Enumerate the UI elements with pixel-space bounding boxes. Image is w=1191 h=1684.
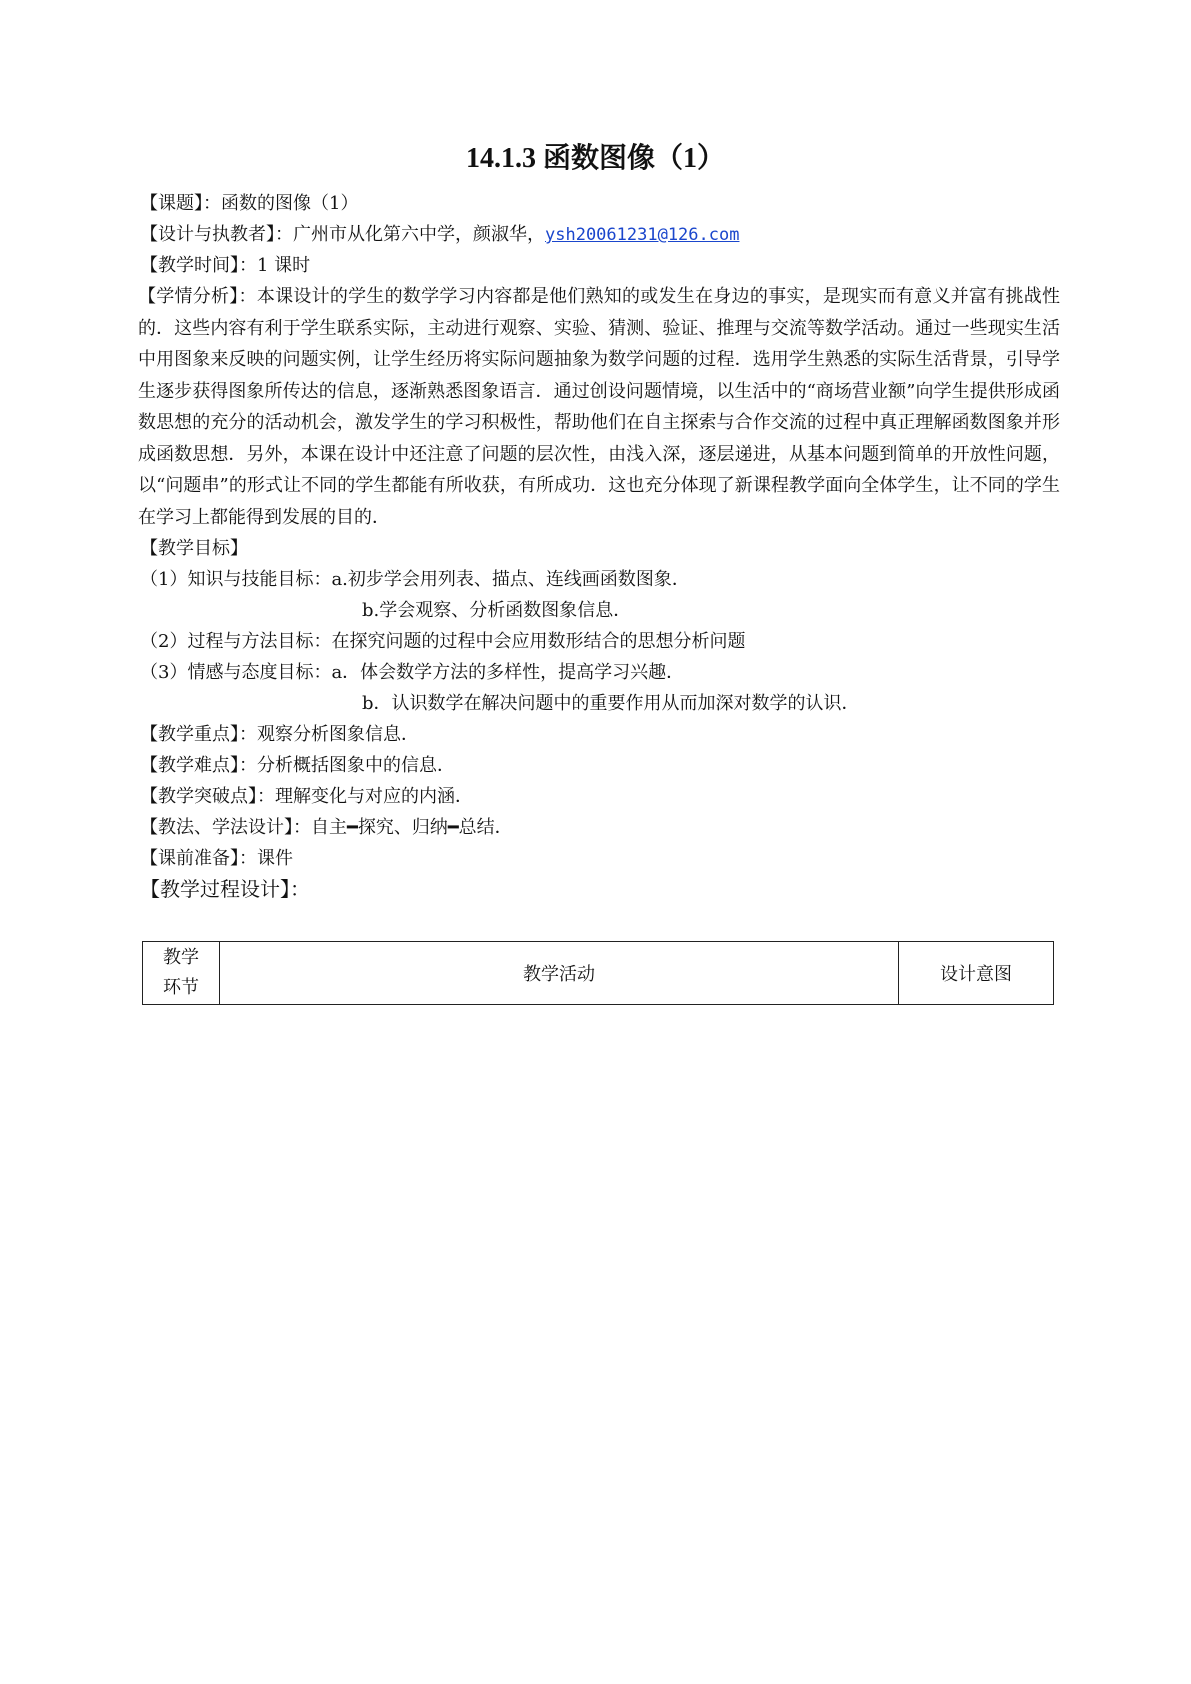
- topic-value: 函数的图像（1）: [221, 193, 359, 214]
- header-cell-stage: [143, 942, 220, 1005]
- time-value: 1 课时: [257, 255, 311, 276]
- header-stage-line2: 环节: [163, 977, 199, 998]
- header-cell-intent: 设计意图: [899, 942, 1054, 1005]
- prep-line: 【课前准备】：课件: [140, 848, 293, 869]
- process-table: [142, 941, 1054, 1005]
- table-header-row: [143, 942, 1054, 1005]
- designer-line: [140, 219, 1060, 250]
- topic-line: [140, 188, 1060, 219]
- process-heading: 【教学过程设计】：: [140, 877, 310, 901]
- analysis-text: 本课设计的学生的数学学习内容都是他们熟知的或发生在身边的事实，是现实而有意义并富有挑战性的．这些内容有利于学生联系实际，主动进行观察、实验、猜测、验证、推理与交流等数学活动。通过一些现实生活中用图象来反映的问题实例，让学生经历将实际问题抽象为数学问题的过程．选用学生熟悉的实际生活背景，引导学生逐步获得图象所传达的信息，逐渐熟悉图象语言．通过创设问题情境，以生活中的“商场营业额”向学生提供形成函数思想的充分的活动机会，激发学生的学习积极性，帮助他们在自主探索与合作交流的过程中真正理解函数图象并形成函数思想．另外，本课在设计中还注意了问题的层次性，由浅入深，逐层递进，从基本问题到简单的开放性问题，以“问题串”的形式让不同的学生都能有所收获，有所成功．这也充分体现了新课程教学面向全体学生，让不同的学生在学习上都能得到发展的目的．: [138, 286, 1061, 528]
- analysis-label: 【学情分析】：: [138, 286, 257, 307]
- analysis-paragraph: [138, 281, 1060, 533]
- time-label: 【教学时间】：: [140, 255, 257, 276]
- designer-label: 【设计与执教者】：: [140, 224, 293, 245]
- document-title: 14.1.3 函数图像（1）: [465, 143, 725, 174]
- email-link[interactable]: ysh20061231@126.com: [545, 225, 740, 245]
- header-stage-line1: 教学: [163, 947, 199, 968]
- goals-label: 【教学目标】: [140, 538, 248, 559]
- goal-3: （3）情感与态度目标：a．体会数学方法的多样性，提高学习兴趣．: [140, 662, 685, 683]
- goal-1: （1）知识与技能目标：a.初步学会用列表、描点、连线画函数图象．: [140, 569, 690, 590]
- difficulty-line: 【教学难点】：分析概括图象中的信息．: [140, 755, 455, 776]
- goal-2: （2）过程与方法目标：在探究问题的过程中会应用数形结合的思想分析问题: [140, 631, 746, 652]
- goal-1b: b.学会观察、分析函数图象信息．: [362, 600, 632, 621]
- time-line: [140, 250, 1060, 281]
- header-cell-activity: 教学活动: [220, 942, 899, 1005]
- method-line: 【教法、学法设计】：自主━探究、归纳━总结．: [140, 817, 513, 838]
- document-body: [140, 188, 1060, 905]
- topic-label: 【课题】：: [140, 193, 221, 214]
- breakthrough-line: 【教学突破点】：理解变化与对应的内涵．: [140, 786, 473, 807]
- goal-3b: b．认识数学在解决问题中的重要作用从而加深对数学的认识．: [362, 693, 860, 714]
- designer-value: 广州市从化第六中学，颜淑华，: [293, 224, 545, 245]
- focus-line: 【教学重点】：观察分析图象信息．: [140, 724, 419, 745]
